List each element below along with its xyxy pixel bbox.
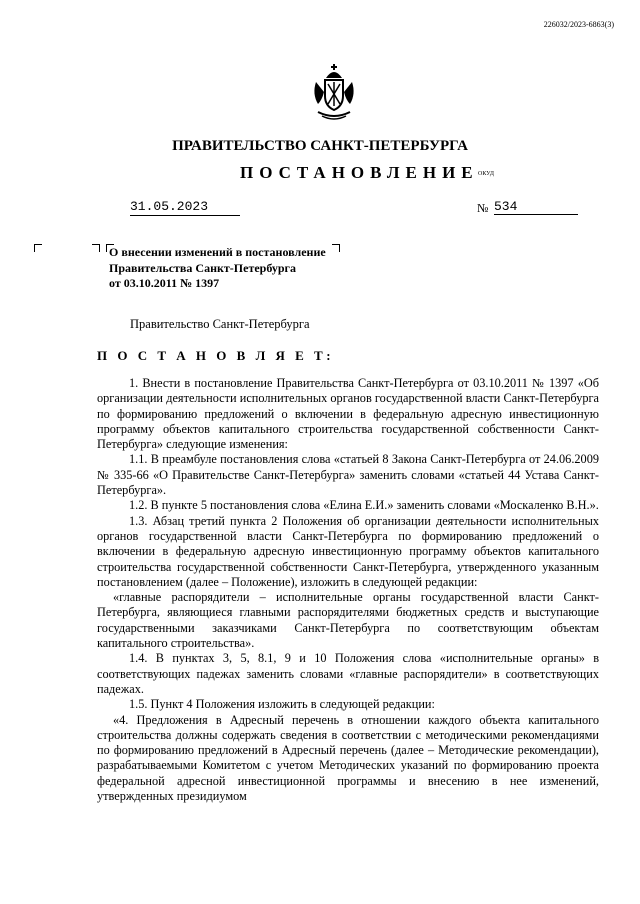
- body-paragraph: «главные распорядители – исполнительные органы государственной власти Санкт-Петербурга, являющиеся главными распорядителями бюджетных средств и выступающие государственными заказчиками Санкт-Петербурга по соответствующим объектам капитального строительства».: [97, 590, 599, 651]
- issuing-authority: Правительство Санкт-Петербурга: [130, 317, 310, 331]
- body-paragraph: 1.1. В преамбуле постановления слова «статьей 8 Закона Санкт-Петербурга от 24.06.2009 № 335-66 «О Правительстве Санкт-Петербурга» заменить словами «статьей 44 Устава Санкт-Петербурга».: [97, 452, 599, 498]
- document-id: 226032/2023-6863(3): [543, 20, 614, 29]
- document-body: [97, 376, 599, 804]
- corner-bracket-mid-left: [92, 244, 100, 252]
- body-paragraph: 1. Внести в постановление Правительства Санкт-Петербурга от 03.10.2011 № 1397 «Об организации деятельности исполнительных органов государственной власти Санкт-Петербурга по формированию предложений о включении в федеральную адресную инвестиционную программу объектов капитального строительства государственной собственности Санкт-Петербурга» следующие изменения:: [97, 376, 599, 452]
- body-paragraph: 1.3. Абзац третий пункта 2 Положения об организации деятельности исполнительных органов государственной власти Санкт-Петербурга по формированию предложений о включении в федеральную адресную инвестиционную программу объектов капитального строительства государственной собственности Санкт-Петербурга, утвержденного указанным постановлением (далее – Положение), изложить в следующей редакции:: [97, 513, 599, 589]
- subject-line: О внесении изменений в постановление: [109, 245, 326, 259]
- document-number: 534: [494, 199, 578, 215]
- body-paragraph: «4. Предложения в Адресный перечень в отношении каждого объекта капитального строительства должны содержать сведения в соответствии с методическими рекомендациями по формированию предложений в Адресный перечень (далее – Методические рекомендации), разрабатываемыми Комитетом с учетом Методических указаний по формированию проекта федеральной адресной инвестиционной программы и внесению в нее изменений, утвержденных президиумом: [97, 712, 599, 804]
- okud-label: ОКУД: [478, 171, 494, 177]
- spb-coat-of-arms-icon: [312, 64, 356, 120]
- document-type-title: ПОСТАНОВЛЕНИЕ: [240, 163, 479, 182]
- document-date: 31.05.2023: [130, 199, 240, 216]
- resolves-heading: П О С Т А Н О В Л Я Е Т:: [97, 348, 335, 363]
- body-paragraph: 1.4. В пунктах 3, 5, 8.1, 9 и 10 Положения слова «исполнительные органы» в соответствующих падежах заменить словами «главные распорядители» в соответствующих падежах.: [97, 651, 599, 696]
- corner-bracket-left: [34, 244, 42, 252]
- subject-line: от 03.10.2011 № 1397: [109, 276, 220, 290]
- body-paragraph: 1.5. Пункт 4 Положения изложить в следующей редакции:: [129, 697, 435, 712]
- body-paragraph: 1.2. В пункте 5 постановления слова «Елина Е.И.» заменить словами «Москаленко В.Н.».: [129, 498, 599, 513]
- number-sign: №: [477, 201, 489, 215]
- government-heading: ПРАВИТЕЛЬСТВО САНКТ-ПЕТЕРБУРГА: [172, 138, 468, 154]
- subject-line: Правительства Санкт-Петербурга: [109, 260, 297, 275]
- document-subject: [109, 245, 349, 292]
